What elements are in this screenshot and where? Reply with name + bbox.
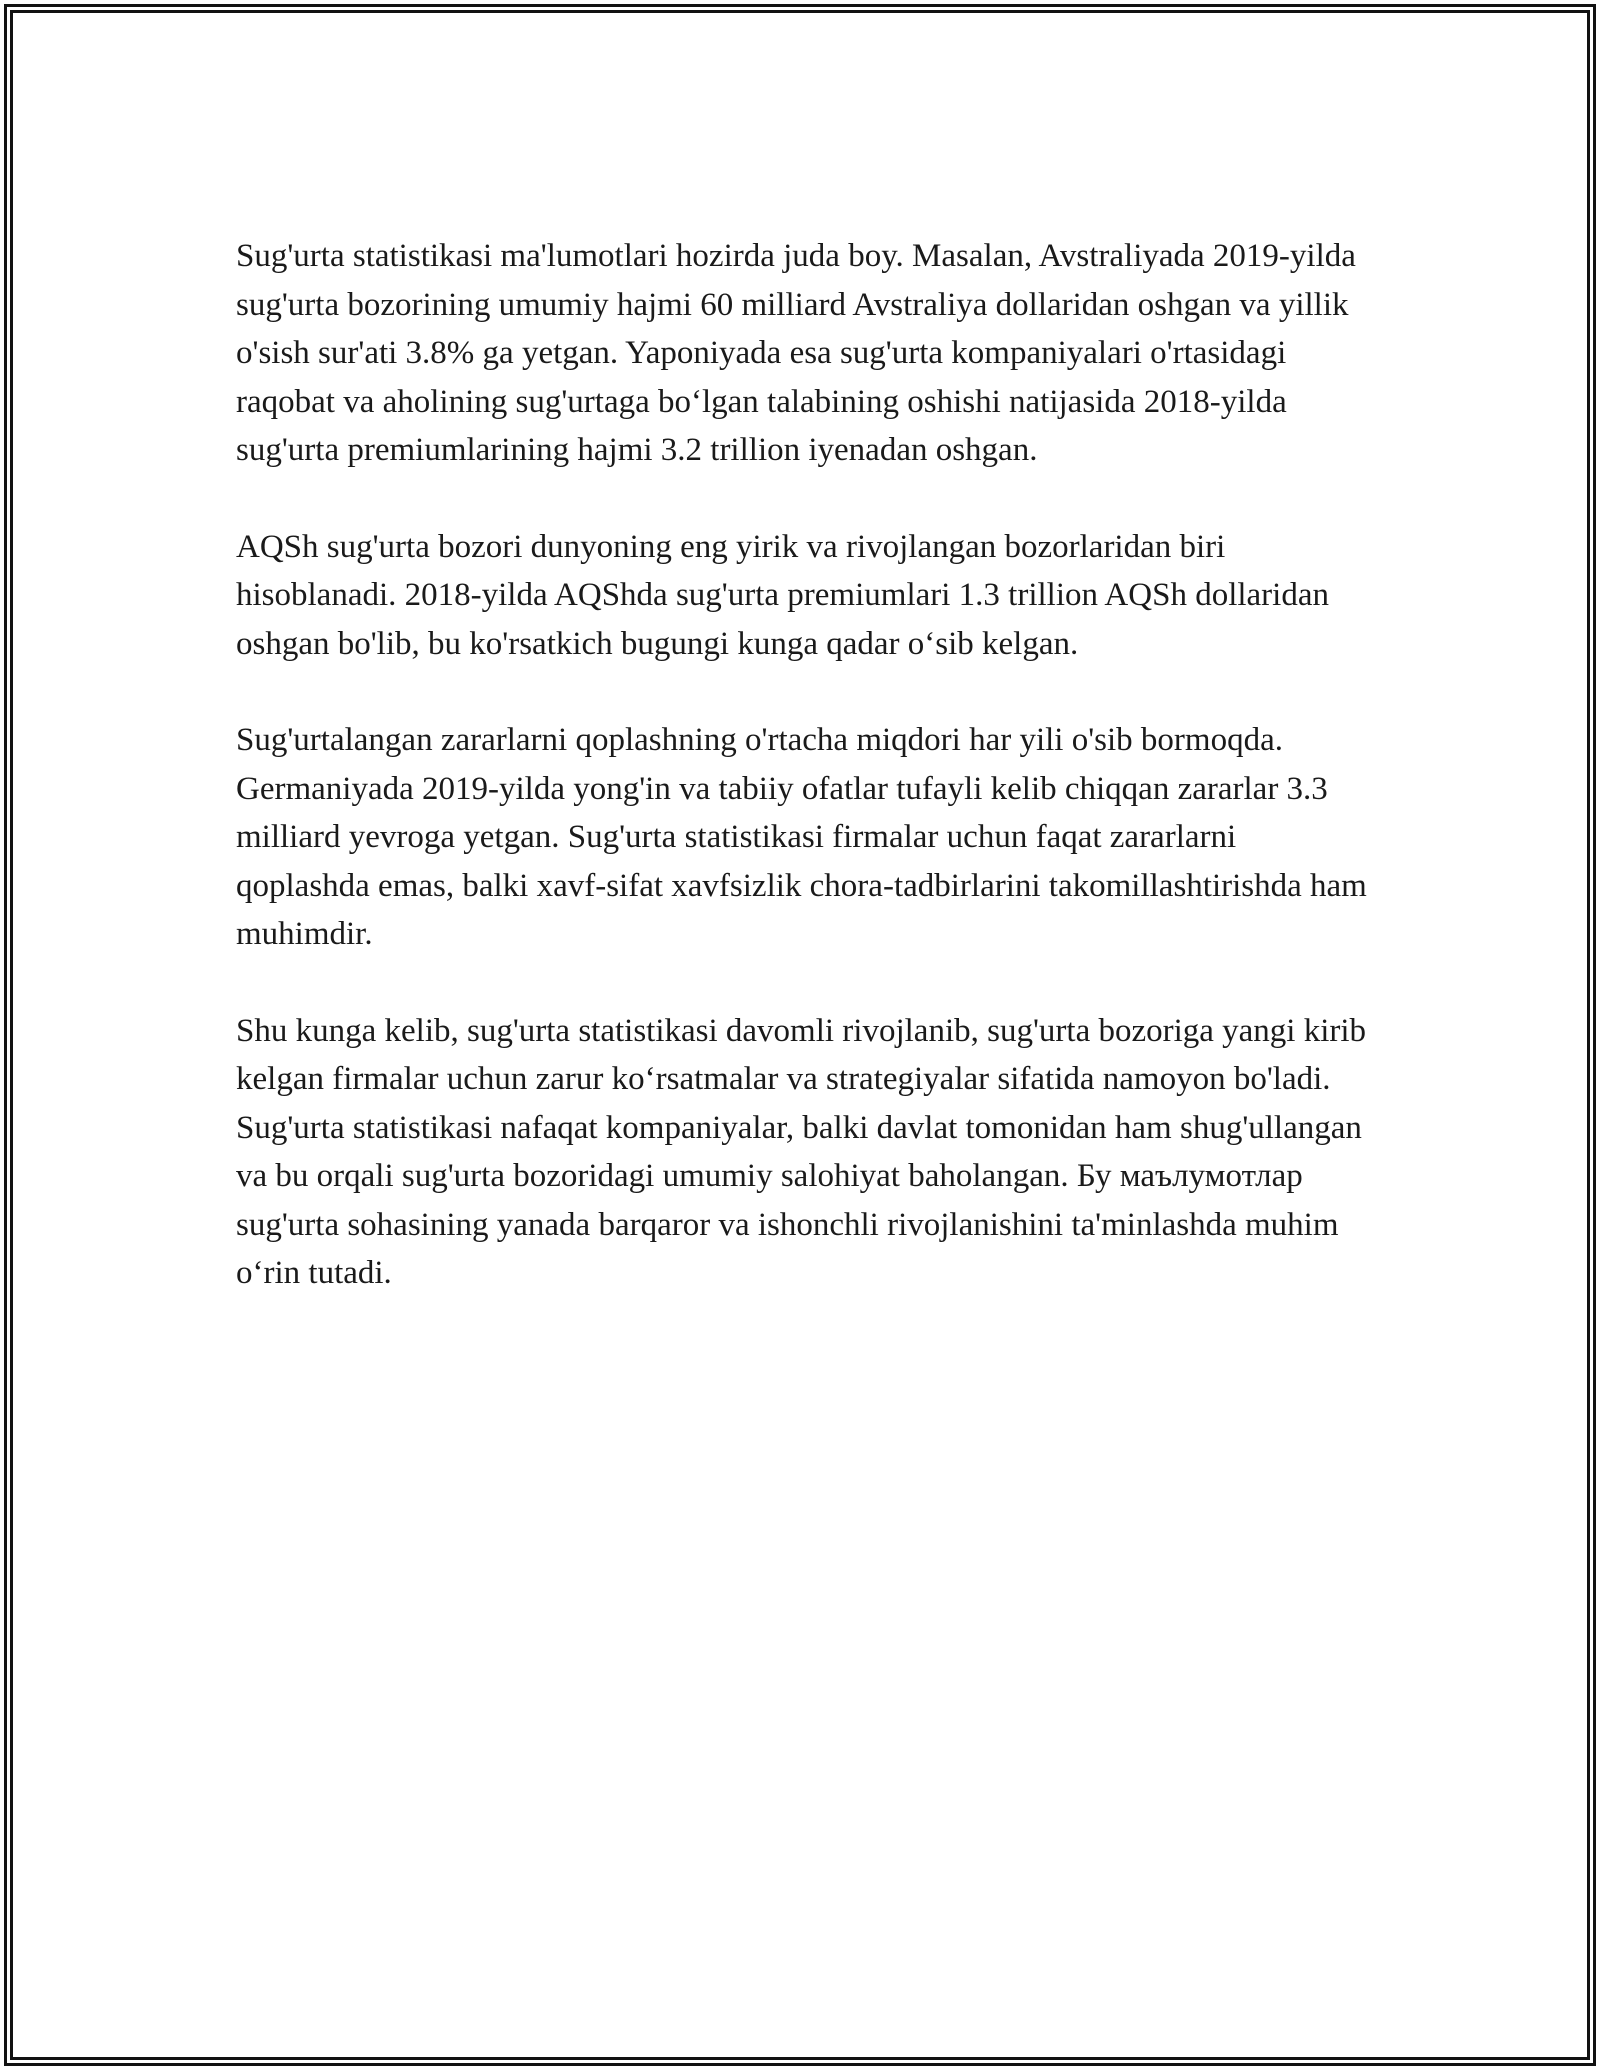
paragraph-2: AQSh sug'urta bozori dunyoning eng yirik va rivojlangan bozorlaridan biri hisoblanadi. 2018-yilda AQShda sug'urta premiumlari 1.3 trillion AQSh dollaridan oshgan bo'lib, bu ko'rsatkich bugungi kunga qadar o‘sib kelgan. [236,528,1329,662]
paragraph-3: Sug'urtalangan zararlarni qoplashning o'rtacha miqdori har yili o'sib bormoqda. Germaniyada 2019-yilda yong'in va tabiiy ofatlar tufayli kelib chiqqan zararlar 3.3 milliard yevroga yetgan. Sug'urta statistikasi firmalar uchun faqat zararlarni qoplashda emas, balki xavf-sifat xavfsizlik chora-tadbirlarini takomillashtirishda ham muhimdir. [236,722,1367,952]
paragraph-4: Shu kunga kelib, sug'urta statistikasi davomli rivojlanib, sug'urta bozoriga yangi kirib kelgan firmalar uchun zarur ko‘rsatmalar va strategiyalar sifatida namoyon bo'ladi. Sug'urta statistikasi nafaqat kompaniyalar, balki davlat tomonidan ham shug'ullangan va bu orqali sug'urta bozoridagi umumiy salohiyat baholangan. Бу маълумотлар sug'urta sohasining yanada barqaror va ishonchli rivojlanishini ta'minlashda muhim o‘rin tutadi. [236,1012,1367,1291]
document-body [236,232,1368,1346]
paragraph-1: Sug'urta statistikasi ma'lumotlari hozirda juda boy. Masalan, Avstraliyada 2019-yilda sug'urta bozorining umumiy hajmi 60 milliard Avstraliya dollaridan oshgan va yillik o'sish sur'ati 3.8% ga yetgan. Yaponiyada esa sug'urta kompaniyalari o'rtasidagi raqobat va aholining sug'urtaga bo‘lgan talabining oshishi natijasida 2018-yilda sug'urta premiumlarining hajmi 3.2 trillion iyenadan oshgan. [236,238,1356,468]
